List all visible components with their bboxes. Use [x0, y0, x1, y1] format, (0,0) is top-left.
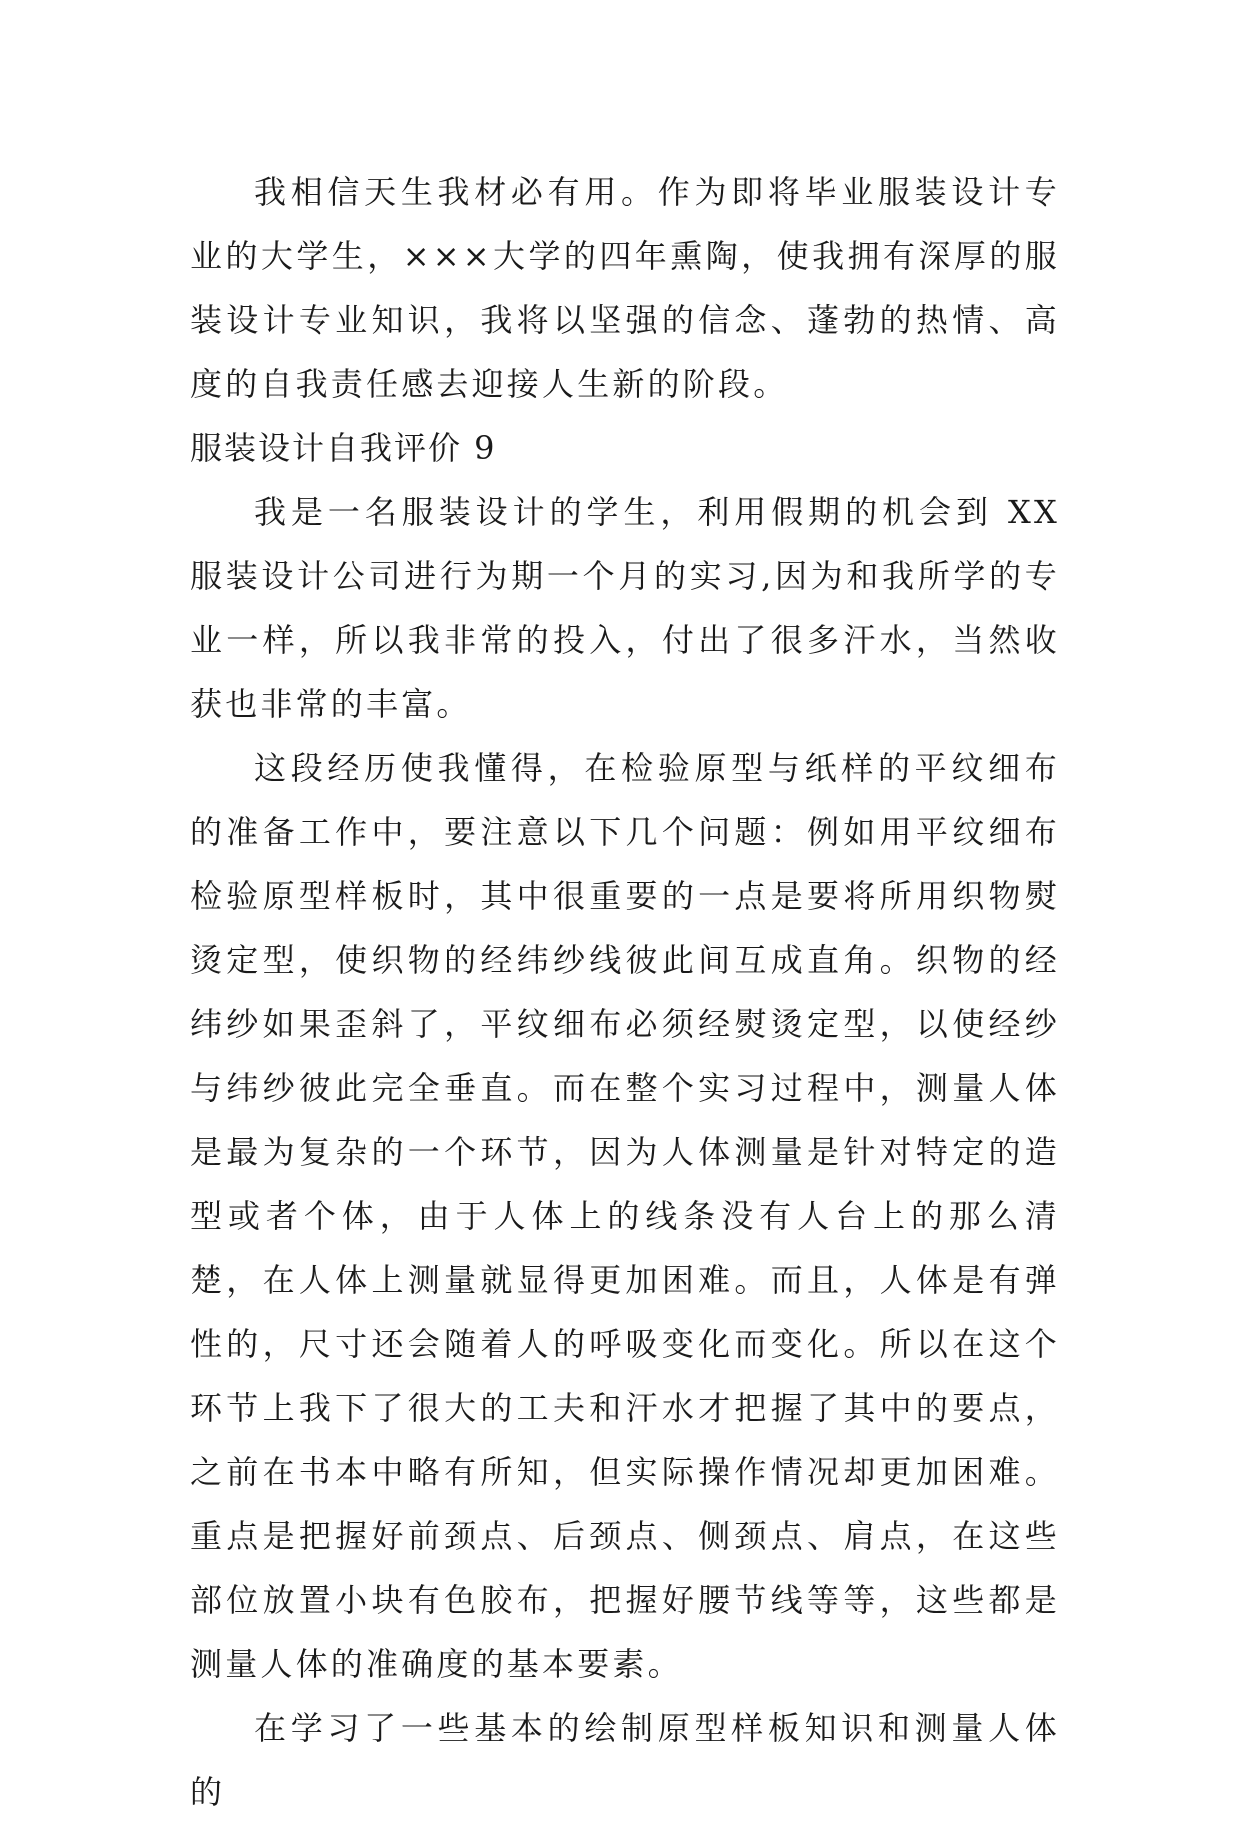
paragraph-2: 我是一名服装设计的学生，利用假期的机会到 XX 服装设计公司进行为期一个月的实习,因为和我所学的专业一样，所以我非常的投入，付出了很多汗水，当然收获也非常的丰富。 [190, 493, 1060, 723]
section-heading: 服装设计自我评价 9 [190, 429, 497, 467]
paragraph-3: 这段经历使我懂得，在检验原型与纸样的平纹细布的准备工作中，要注意以下几个问题：例如用平纹细布检验原型样板时，其中很重要的一点是要将所用织物熨烫定型，使织物的经纬纱线彼此间互成直角。织物的经纬纱如果歪斜了，平纹细布必须经熨烫定型，以使经纱与纬纱彼此完全垂直。而在整个实习过程中，测量人体是最为复杂的一个环节，因为人体测量是针对特定的造型或者个体，由于人体上的线条没有人台上的那么清楚，在人体上测量就显得更加困难。而且，人体是有弹性的，尺寸还会随着人的呼吸变化而变化。所以在这个环节上我下了很大的工夫和汗水才把握了其中的要点，之前在书本中略有所知，但实际操作情况却更加困难。重点是把握好前颈点、后颈点、侧颈点、肩点，在这些部位放置小块有色胶布，把握好腰节线等等，这些都是测量人体的准确度的基本要素。 [190, 749, 1060, 1683]
document-body [190, 160, 1060, 1824]
paragraph-1: 我相信天生我材必有用。作为即将毕业服装设计专业的大学生，×××大学的四年熏陶，使我拥有深厚的服装设计专业知识，我将以坚强的信念、蓬勃的热情、高度的自我责任感去迎接人生新的阶段。 [190, 173, 1060, 403]
paragraph-4: 在学习了一些基本的绘制原型样板知识和测量人体的 [190, 1709, 1060, 1811]
